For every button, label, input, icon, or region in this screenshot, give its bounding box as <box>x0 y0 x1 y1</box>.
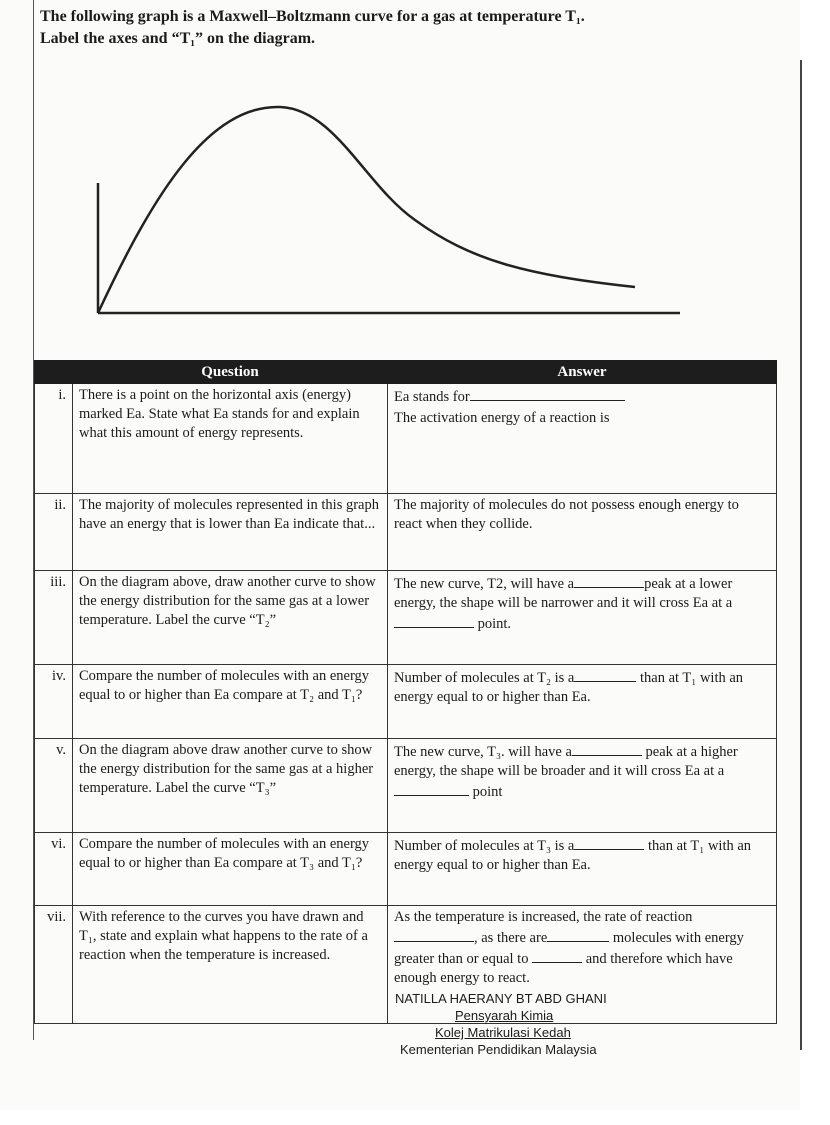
answer-blank[interactable] <box>394 927 474 942</box>
instructions <box>40 6 760 50</box>
answer-blank[interactable] <box>574 573 644 588</box>
table-row <box>35 739 777 833</box>
answer-blank[interactable] <box>572 741 642 756</box>
question-text: Compare the number of molecules with an energy equal to or higher than Ea compare at T₃ and T₁? <box>73 833 388 906</box>
question-answer-table <box>34 360 777 1024</box>
answer-text: than at T₁ with an energy equal to or higher than Ea. <box>394 838 752 873</box>
answer-text: peak at a higher energy, the shape will be broader and it will cross Ea at a <box>394 744 738 779</box>
answer-text: , as there are <box>474 930 548 946</box>
answer-text: Number of molecules at T₃ is a <box>394 838 575 854</box>
answer-text: The majority of molecules do not possess enough energy to react when they collide. <box>394 497 739 532</box>
answer-cell <box>388 384 777 494</box>
table-row <box>35 384 777 494</box>
row-number: ii. <box>35 494 73 571</box>
question-text: There is a point on the horizontal axis (energy) marked Ea. State what Ea stands for and explain what this amount of energy represents. <box>73 384 388 494</box>
answer-cell <box>388 494 777 571</box>
answer-cell <box>388 833 777 906</box>
page-edge <box>800 60 802 1050</box>
answer-text: The activation energy of a reaction is <box>394 410 610 426</box>
answer-text: peak at a lower energy, the shape will be narrower and it will cross Ea at a <box>394 576 733 611</box>
question-text: On the diagram above draw another curve to show the energy distribution for the same gas at a higher temperature. Label the curve “T₃” <box>73 739 388 833</box>
t1-curve <box>98 107 635 313</box>
maxwell-boltzmann-graph <box>95 95 685 320</box>
answer-text: molecules with energy greater than or equal to <box>394 930 744 967</box>
row-number: vii. <box>35 906 73 1024</box>
signature-stamp <box>395 990 775 1058</box>
question-text: With reference to the curves you have drawn and T₁, state and explain what happens to the rate of a reaction when the temperature is increased. <box>73 906 388 1024</box>
table-row <box>35 571 777 665</box>
answer-blank[interactable] <box>394 781 469 796</box>
answer-blank[interactable] <box>394 613 474 628</box>
answer-blank[interactable] <box>532 948 582 963</box>
answer-text: and therefore which have enough energy to react. <box>394 951 733 986</box>
header-question: Question <box>73 361 388 384</box>
answer-blank[interactable] <box>547 927 609 942</box>
answer-text: The new curve, T2, will have a <box>394 576 575 592</box>
row-number: iv. <box>35 665 73 739</box>
table-row <box>35 665 777 739</box>
answer-text: Number of molecules at T₂ is a <box>394 670 575 686</box>
answer-cell <box>388 739 777 833</box>
answer-blank[interactable] <box>470 386 625 401</box>
question-text: On the diagram above, draw another curve to show the energy distribution for the same gas at a lower temperature. Label the curve “T₂” <box>73 571 388 665</box>
header-answer: Answer <box>388 361 777 384</box>
question-text: Compare the number of molecules with an energy equal to or higher than Ea compare at T₂ and T₁? <box>73 665 388 739</box>
header-num <box>35 361 73 384</box>
answer-blank[interactable] <box>574 835 644 850</box>
table-row <box>35 833 777 906</box>
instruction-line-1: The following graph is a Maxwell–Boltzmann curve for a gas at temperature T₁. <box>40 8 585 25</box>
table-row <box>35 494 777 571</box>
row-number: v. <box>35 739 73 833</box>
row-number: iii. <box>35 571 73 665</box>
answer-text: than at T₁ with an energy equal to or higher than Ea. <box>394 670 744 705</box>
row-number: vi. <box>35 833 73 906</box>
answer-text: Ea stands for <box>394 389 470 405</box>
answer-text: point <box>472 784 503 800</box>
signature-name: NATILLA HAERANY BT ABD GHANI <box>395 991 607 1006</box>
question-text: The majority of molecules represented in this graph have an energy that is lower than Ea indicate that... <box>73 494 388 571</box>
signature-college: Kolej Matrikulasi Kedah <box>435 1025 571 1040</box>
signature-title: Pensyarah Kimia <box>455 1008 554 1023</box>
answer-text: point. <box>477 616 512 632</box>
answer-blank[interactable] <box>574 667 636 682</box>
answer-text: The new curve, T₃. will have a <box>394 744 572 760</box>
answer-cell <box>388 571 777 665</box>
answer-text: As the temperature is increased, the rate of reaction <box>394 909 693 925</box>
signature-ministry: Kementerian Pendidikan Malaysia <box>400 1042 597 1057</box>
answer-cell <box>388 665 777 739</box>
row-number: i. <box>35 384 73 494</box>
instruction-line-2: Label the axes and “T₁” on the diagram. <box>40 30 316 47</box>
